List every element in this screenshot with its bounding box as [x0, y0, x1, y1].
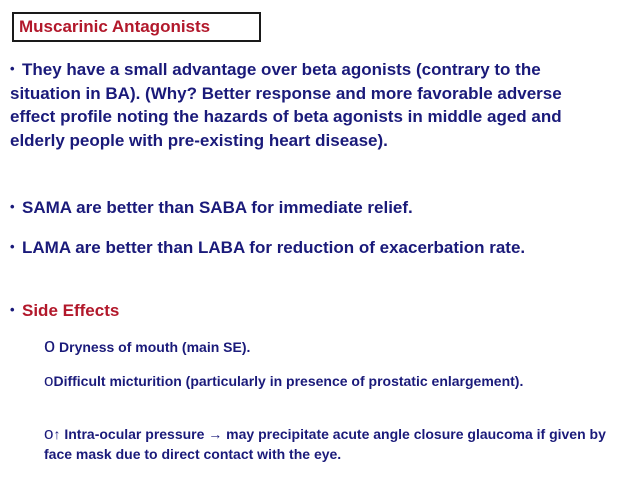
side-effect-dryness [44, 336, 614, 357]
bullet-sama [10, 195, 610, 220]
bullet-text: SAMA are better than SABA for immediate relief. [22, 198, 413, 217]
bullet-text: LAMA are better than LABA for reduction of exacerbation rate. [22, 238, 526, 257]
bullet-lama [10, 235, 610, 260]
sub-bullet-text: Dryness of mouth (main SE). [55, 339, 251, 355]
bullet-advantage [10, 57, 610, 152]
side-effect-micturition [44, 371, 614, 391]
sub-bullet-text: Intra-ocular pressure [60, 426, 209, 442]
sub-bullet-text-continued: may precipitate acute angle closure glaucoma if given by face mask due to direct contact with the eye. [44, 426, 606, 462]
bullet-side-effects-heading [10, 298, 610, 323]
up-arrow-icon: ↑ [53, 426, 61, 442]
bullet-dot: • [10, 239, 15, 254]
sub-bullet-marker: o [44, 371, 54, 390]
right-arrow-icon: → [208, 426, 223, 442]
bullet-dot: • [10, 302, 15, 317]
slide-title: Muscarinic Antagonists [12, 12, 261, 42]
sub-bullet-text: Difficult micturition (particularly in presence of prostatic enlargement). [53, 373, 524, 389]
bullet-dot: • [10, 61, 15, 76]
bullet-text: Side Effects [22, 301, 120, 320]
bullet-text: They have a small advantage over beta agonists (contrary to the situation in BA). (Why? Better response and more favorable adverse effect profile noting the hazards of beta agonists in middle aged and elderly people with pre-existing heart disease). [10, 60, 562, 150]
side-effect-intraocular [44, 424, 614, 464]
sub-bullet-marker: o [44, 335, 56, 357]
bullet-dot: • [10, 199, 15, 214]
sub-bullet-marker: o [44, 424, 54, 443]
